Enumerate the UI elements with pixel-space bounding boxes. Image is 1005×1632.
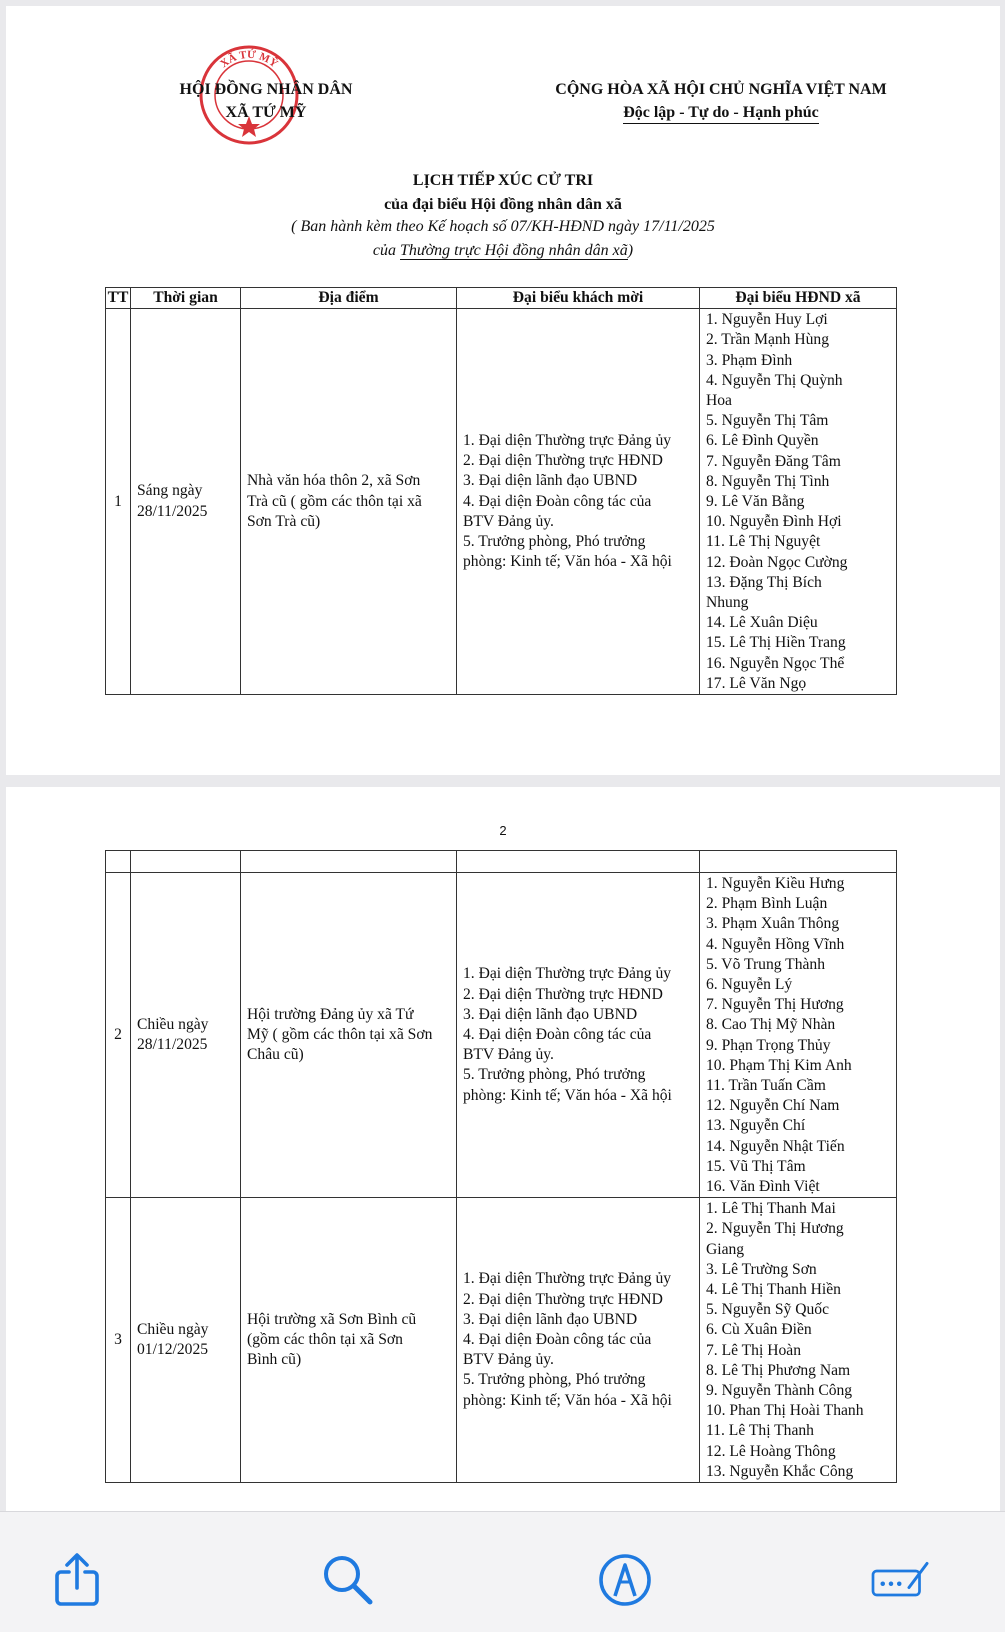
time-line: 28/11/2025 <box>137 1036 208 1054</box>
delegate-item: 6. Lê Đình Quyền <box>706 432 819 450</box>
guest-item: 4. Đại diện Đoàn công tác của <box>463 1331 652 1349</box>
place-line: Hội trường xã Sơn Bình cũ <box>247 1310 417 1328</box>
delegate-item: 1. Lê Thị Thanh Mai <box>706 1200 836 1218</box>
place-line: Hội trường Đảng ủy xã Tứ <box>247 1005 414 1023</box>
bottom-toolbar <box>0 1511 1005 1632</box>
delegate-item: 3. Phạm Xuân Thông <box>706 915 840 933</box>
delegate-item: 12. Đoàn Ngọc Cường <box>706 553 848 571</box>
guest-item: 2. Đại diện Thường trực HĐND <box>463 985 663 1003</box>
table-row <box>106 1198 897 1483</box>
time-line: Chiều ngày <box>137 1015 209 1033</box>
markup-button[interactable] <box>595 1550 655 1610</box>
guest-item: 1. Đại diện Thường trực Đảng ủy <box>463 431 672 449</box>
guest-item: BTV Đảng ủy. <box>463 1046 554 1064</box>
cell-guests <box>457 1198 700 1483</box>
delegate-item: 17. Lê Văn Ngọ <box>706 674 807 692</box>
page-number: 2 <box>499 823 507 838</box>
delegate-item: 5. Nguyễn Thị Tâm <box>706 412 829 430</box>
guest-item: 3. Đại diện lãnh đạo UBND <box>463 1005 638 1023</box>
delegate-item: 7. Nguyễn Thị Hương <box>706 996 844 1014</box>
delegate-item: 14. Lê Xuân Diệu <box>706 614 818 632</box>
schedule-table-page-2 <box>105 850 897 1483</box>
document-reference: ( Ban hành kèm theo Kế hoạch số 07/KH-HĐND ngày 17/11/2025 <box>291 218 715 235</box>
national-header: CỘNG HÒA XÃ HỘI CHỦ NGHĨA VIỆT NAM Độc lập - Tự do - Hạnh phúc <box>496 78 946 124</box>
table-blank-header-row <box>106 851 897 873</box>
guest-item: 3. Đại diện lãnh đạo UBND <box>463 472 638 490</box>
blank-cell <box>106 851 131 873</box>
delegate-item: 11. Trần Tuấn Cầm <box>706 1077 826 1095</box>
place-line: Trà cũ ( gồm các thôn tại xã <box>247 492 422 510</box>
delegate-item: 7. Lê Thị Hoàn <box>706 1341 801 1359</box>
delegate-item: 10. Phạm Thị Kim Anh <box>706 1056 852 1074</box>
place-line: Sơn Trà cũ) <box>247 512 321 530</box>
document-page-2 <box>6 787 1000 1511</box>
guest-item: phòng: Kinh tế; Văn hóa - Xã hội <box>463 553 672 571</box>
table-row <box>106 873 897 1198</box>
time-line: 01/12/2025 <box>137 1341 209 1359</box>
more-edit-icon <box>870 1552 930 1608</box>
markup-pen-icon <box>597 1552 653 1608</box>
blank-cell <box>457 851 700 873</box>
cell-delegates <box>700 873 897 1198</box>
header-delegates: Đại biểu HĐND xã <box>700 288 897 309</box>
delegate-item: 5. Võ Trung Thành <box>706 955 826 973</box>
delegate-item: 4. Nguyễn Thị Quỳnh <box>706 371 843 389</box>
delegate-item: 14. Nguyễn Nhật Tiến <box>706 1137 845 1155</box>
delegate-item: 16. Nguyễn Ngọc Thể <box>706 654 845 672</box>
guest-item: 4. Đại diện Đoàn công tác của <box>463 1026 652 1044</box>
cell-time <box>131 1198 241 1483</box>
delegate-item: 13. Đặng Thị Bích <box>706 573 822 591</box>
cell-place <box>241 1198 457 1483</box>
delegate-item: 12. Nguyễn Chí Nam <box>706 1097 840 1115</box>
cell-tt: 1 <box>106 309 131 695</box>
header-place: Địa điểm <box>241 288 457 309</box>
delegate-item: 13. Nguyễn Khắc Công <box>706 1462 854 1480</box>
document-page-1 <box>6 6 1000 775</box>
delegate-item: 1. Nguyễn Huy Lợi <box>706 311 828 329</box>
delegate-item: 1. Nguyễn Kiều Hưng <box>706 875 845 892</box>
share-icon <box>52 1552 102 1608</box>
delegate-item: 8. Cao Thị Mỹ Nhàn <box>706 1016 836 1034</box>
delegate-item: 4. Lê Thị Thanh Hiền <box>706 1281 841 1299</box>
cell-delegates <box>700 309 897 695</box>
header-guests: Đại biểu khách mời <box>457 288 700 309</box>
delegate-item: Hoa <box>706 392 732 410</box>
delegate-item: 11. Lê Thị Thanh <box>706 1422 814 1440</box>
guest-item: 4. Đại diện Đoàn công tác của <box>463 492 652 510</box>
svg-text:XÃ TỨ MỸ: XÃ TỨ MỸ <box>218 48 280 71</box>
header-time: Thời gian <box>131 288 241 309</box>
guest-item: phòng: Kinh tế; Văn hóa - Xã hội <box>463 1391 672 1409</box>
cell-place <box>241 309 457 695</box>
delegate-item: 9. Nguyễn Thành Công <box>706 1382 853 1400</box>
guest-item: 1. Đại diện Thường trực Đảng ủy <box>463 965 672 983</box>
table-header-row <box>106 288 897 309</box>
delegate-item: 3. Lê Trường Sơn <box>706 1260 817 1278</box>
delegate-item: Giang <box>706 1240 745 1258</box>
delegate-item: 9. Lê Văn Bằng <box>706 493 805 511</box>
blank-cell <box>241 851 457 873</box>
document-title: LỊCH TIẾP XÚC CỬ TRI <box>412 172 594 189</box>
delegate-item: 9. Phạn Trọng Thủy <box>706 1036 831 1054</box>
delegate-item: 3. Phạm Đình <box>706 351 793 369</box>
delegate-item: 12. Lê Hoàng Thông <box>706 1442 836 1460</box>
guest-item: 5. Trưởng phòng, Phó trưởng <box>463 532 646 550</box>
time-line: Sáng ngày <box>137 482 203 500</box>
guest-item: 2. Đại diện Thường trực HĐND <box>463 452 663 470</box>
delegate-item: 10. Phan Thị Hoài Thanh <box>706 1402 864 1420</box>
delegate-item: Nhung <box>706 594 749 612</box>
document-reference-2: của Thường trực Hội đồng nhân dân xã) <box>372 242 634 259</box>
cell-guests <box>457 873 700 1198</box>
delegate-item: 8. Nguyễn Thị Tình <box>706 472 830 490</box>
delegate-item: 2. Nguyễn Thị Hương <box>706 1220 844 1238</box>
national-motto: Độc lập - Tự do - Hạnh phúc <box>623 102 819 124</box>
place-line: Châu cũ) <box>247 1046 304 1064</box>
delegate-item: 13. Nguyễn Chí <box>706 1117 806 1135</box>
time-line: Chiều ngày <box>137 1320 209 1338</box>
delegate-item: 10. Nguyễn Đình Hợi <box>706 513 842 531</box>
table-row <box>106 309 897 695</box>
delegate-item: 7. Nguyễn Đăng Tâm <box>706 452 841 470</box>
delegate-item: 2. Phạm Bình Luận <box>706 895 828 913</box>
search-button[interactable] <box>318 1550 378 1610</box>
search-icon <box>321 1553 375 1607</box>
place-line: Nhà văn hóa thôn 2, xã Sơn <box>247 472 421 490</box>
delegate-item: 8. Lê Thị Phương Nam <box>706 1361 851 1379</box>
delegate-item: 2. Trần Mạnh Hùng <box>706 331 830 349</box>
delegate-item: 11. Lê Thị Nguyệt <box>706 533 821 551</box>
delegate-item: 15. Vũ Thị Tâm <box>706 1157 806 1175</box>
guest-item: 5. Trưởng phòng, Phó trưởng <box>463 1066 646 1084</box>
place-line: (gồm các thôn tại xã Sơn <box>247 1331 403 1349</box>
cell-tt: 3 <box>106 1198 131 1483</box>
guest-item: 3. Đại diện lãnh đạo UBND <box>463 1310 638 1328</box>
cell-guests <box>457 309 700 695</box>
blank-cell <box>700 851 897 873</box>
share-button[interactable] <box>47 1550 107 1610</box>
time-line: 28/11/2025 <box>137 502 208 520</box>
cell-time <box>131 873 241 1198</box>
guest-item: BTV Đảng ủy. <box>463 512 554 530</box>
delegate-item: 16. Văn Đình Việt <box>706 1178 820 1196</box>
document-subtitle: của đại biểu Hội đồng nhân dân xã <box>384 196 622 213</box>
delegate-item: 6. Nguyễn Lý <box>706 976 793 994</box>
guest-item: 5. Trưởng phòng, Phó trưởng <box>463 1371 646 1389</box>
more-edit-button[interactable] <box>870 1550 930 1610</box>
delegate-item: 6. Cù Xuân Điền <box>706 1321 812 1339</box>
blank-cell <box>131 851 241 873</box>
guest-item: 1. Đại diện Thường trực Đảng ủy <box>463 1270 672 1288</box>
council-name: HỘI ĐỒNG NHÂN DÂN XÃ TỨ MỸ <box>179 81 353 121</box>
delegate-item: 5. Nguyễn Sỹ Quốc <box>706 1301 830 1319</box>
cell-time <box>131 309 241 695</box>
place-line: Bình cũ) <box>247 1351 302 1369</box>
guest-item: 2. Đại diện Thường trực HĐND <box>463 1290 663 1308</box>
header-tt: TT <box>106 288 131 309</box>
cell-place <box>241 873 457 1198</box>
cell-tt: 2 <box>106 873 131 1198</box>
place-line: Mỹ ( gồm các thôn tại xã Sơn <box>247 1026 433 1044</box>
delegate-item: 4. Nguyễn Hồng Vĩnh <box>706 935 845 953</box>
cell-delegates <box>700 1198 897 1483</box>
schedule-table-page-1 <box>105 287 897 695</box>
guest-item: BTV Đảng ủy. <box>463 1351 554 1369</box>
delegate-item: 15. Lê Thị Hiền Trang <box>706 634 846 652</box>
guest-item: phòng: Kinh tế; Văn hóa - Xã hội <box>463 1086 672 1104</box>
